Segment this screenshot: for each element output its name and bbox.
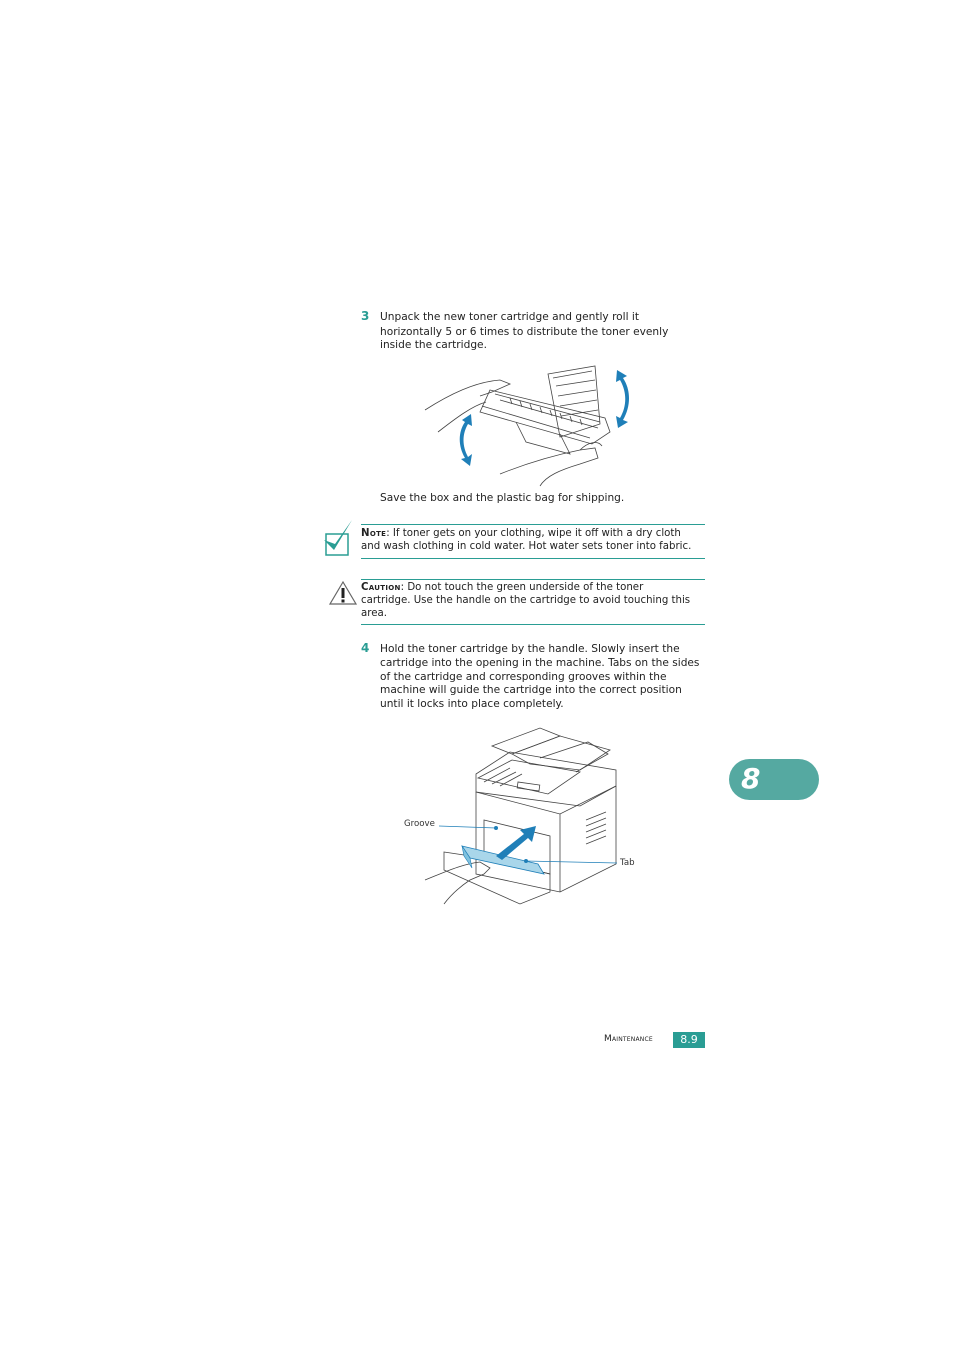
caution-heading: Caution [361,582,401,593]
caution-line-2: cartridge. Use the handle on the cartridge to avoid touching this [361,595,691,606]
footer-section-title: Maintenance [604,1034,653,1044]
checkmark-note-icon [322,518,356,558]
caution-bottom-rule [361,624,705,625]
printer-insertion-illustration [400,724,640,908]
warning-triangle-icon [328,580,358,606]
step-4-line-4: machine will guide the cartridge into the correct position [380,684,682,696]
note-heading: Note [361,528,387,539]
step-3-line-3: inside the cartridge. [380,339,487,351]
caution-line-1 [361,581,643,595]
note-line-2: and wash clothing in cold water. Hot water sets toner into fabric. [361,541,692,552]
note-text-1: : If toner gets on your clothing, wipe it off with a dry cloth [386,528,681,539]
step-3-line-1: Unpack the new toner cartridge and gently roll it [380,311,640,323]
caution-text-1: : Do not touch the green underside of the toner [400,582,644,593]
tab-label: Tab [620,858,635,868]
cartridge-roll-illustration [420,362,640,488]
step-4-line-2: cartridge into the opening in the machine. Tabs on the sides [380,657,700,669]
step-4-line-3: of the cartridge and corresponding grooves within the [380,671,667,683]
groove-label: Groove [404,819,435,829]
note-top-rule [361,524,705,525]
page-number: 8.9 [680,1033,698,1046]
step-4-line-1: Hold the toner cartridge by the handle. Slowly insert the [380,643,680,655]
chapter-number: 8 [741,762,761,795]
save-box-text: Save the box and the plastic bag for shipping. [380,492,625,504]
step-3-number: 3 [361,309,370,323]
note-line-1 [361,527,681,541]
note-bottom-rule [361,558,705,559]
caution-top-rule [361,579,705,580]
step-3-line-2: horizontally 5 or 6 times to distribute the toner evenly [380,326,669,338]
step-4-number: 4 [361,641,370,655]
caution-line-3: area. [361,608,387,619]
step-4-line-5: until it locks into place completely. [380,698,564,710]
